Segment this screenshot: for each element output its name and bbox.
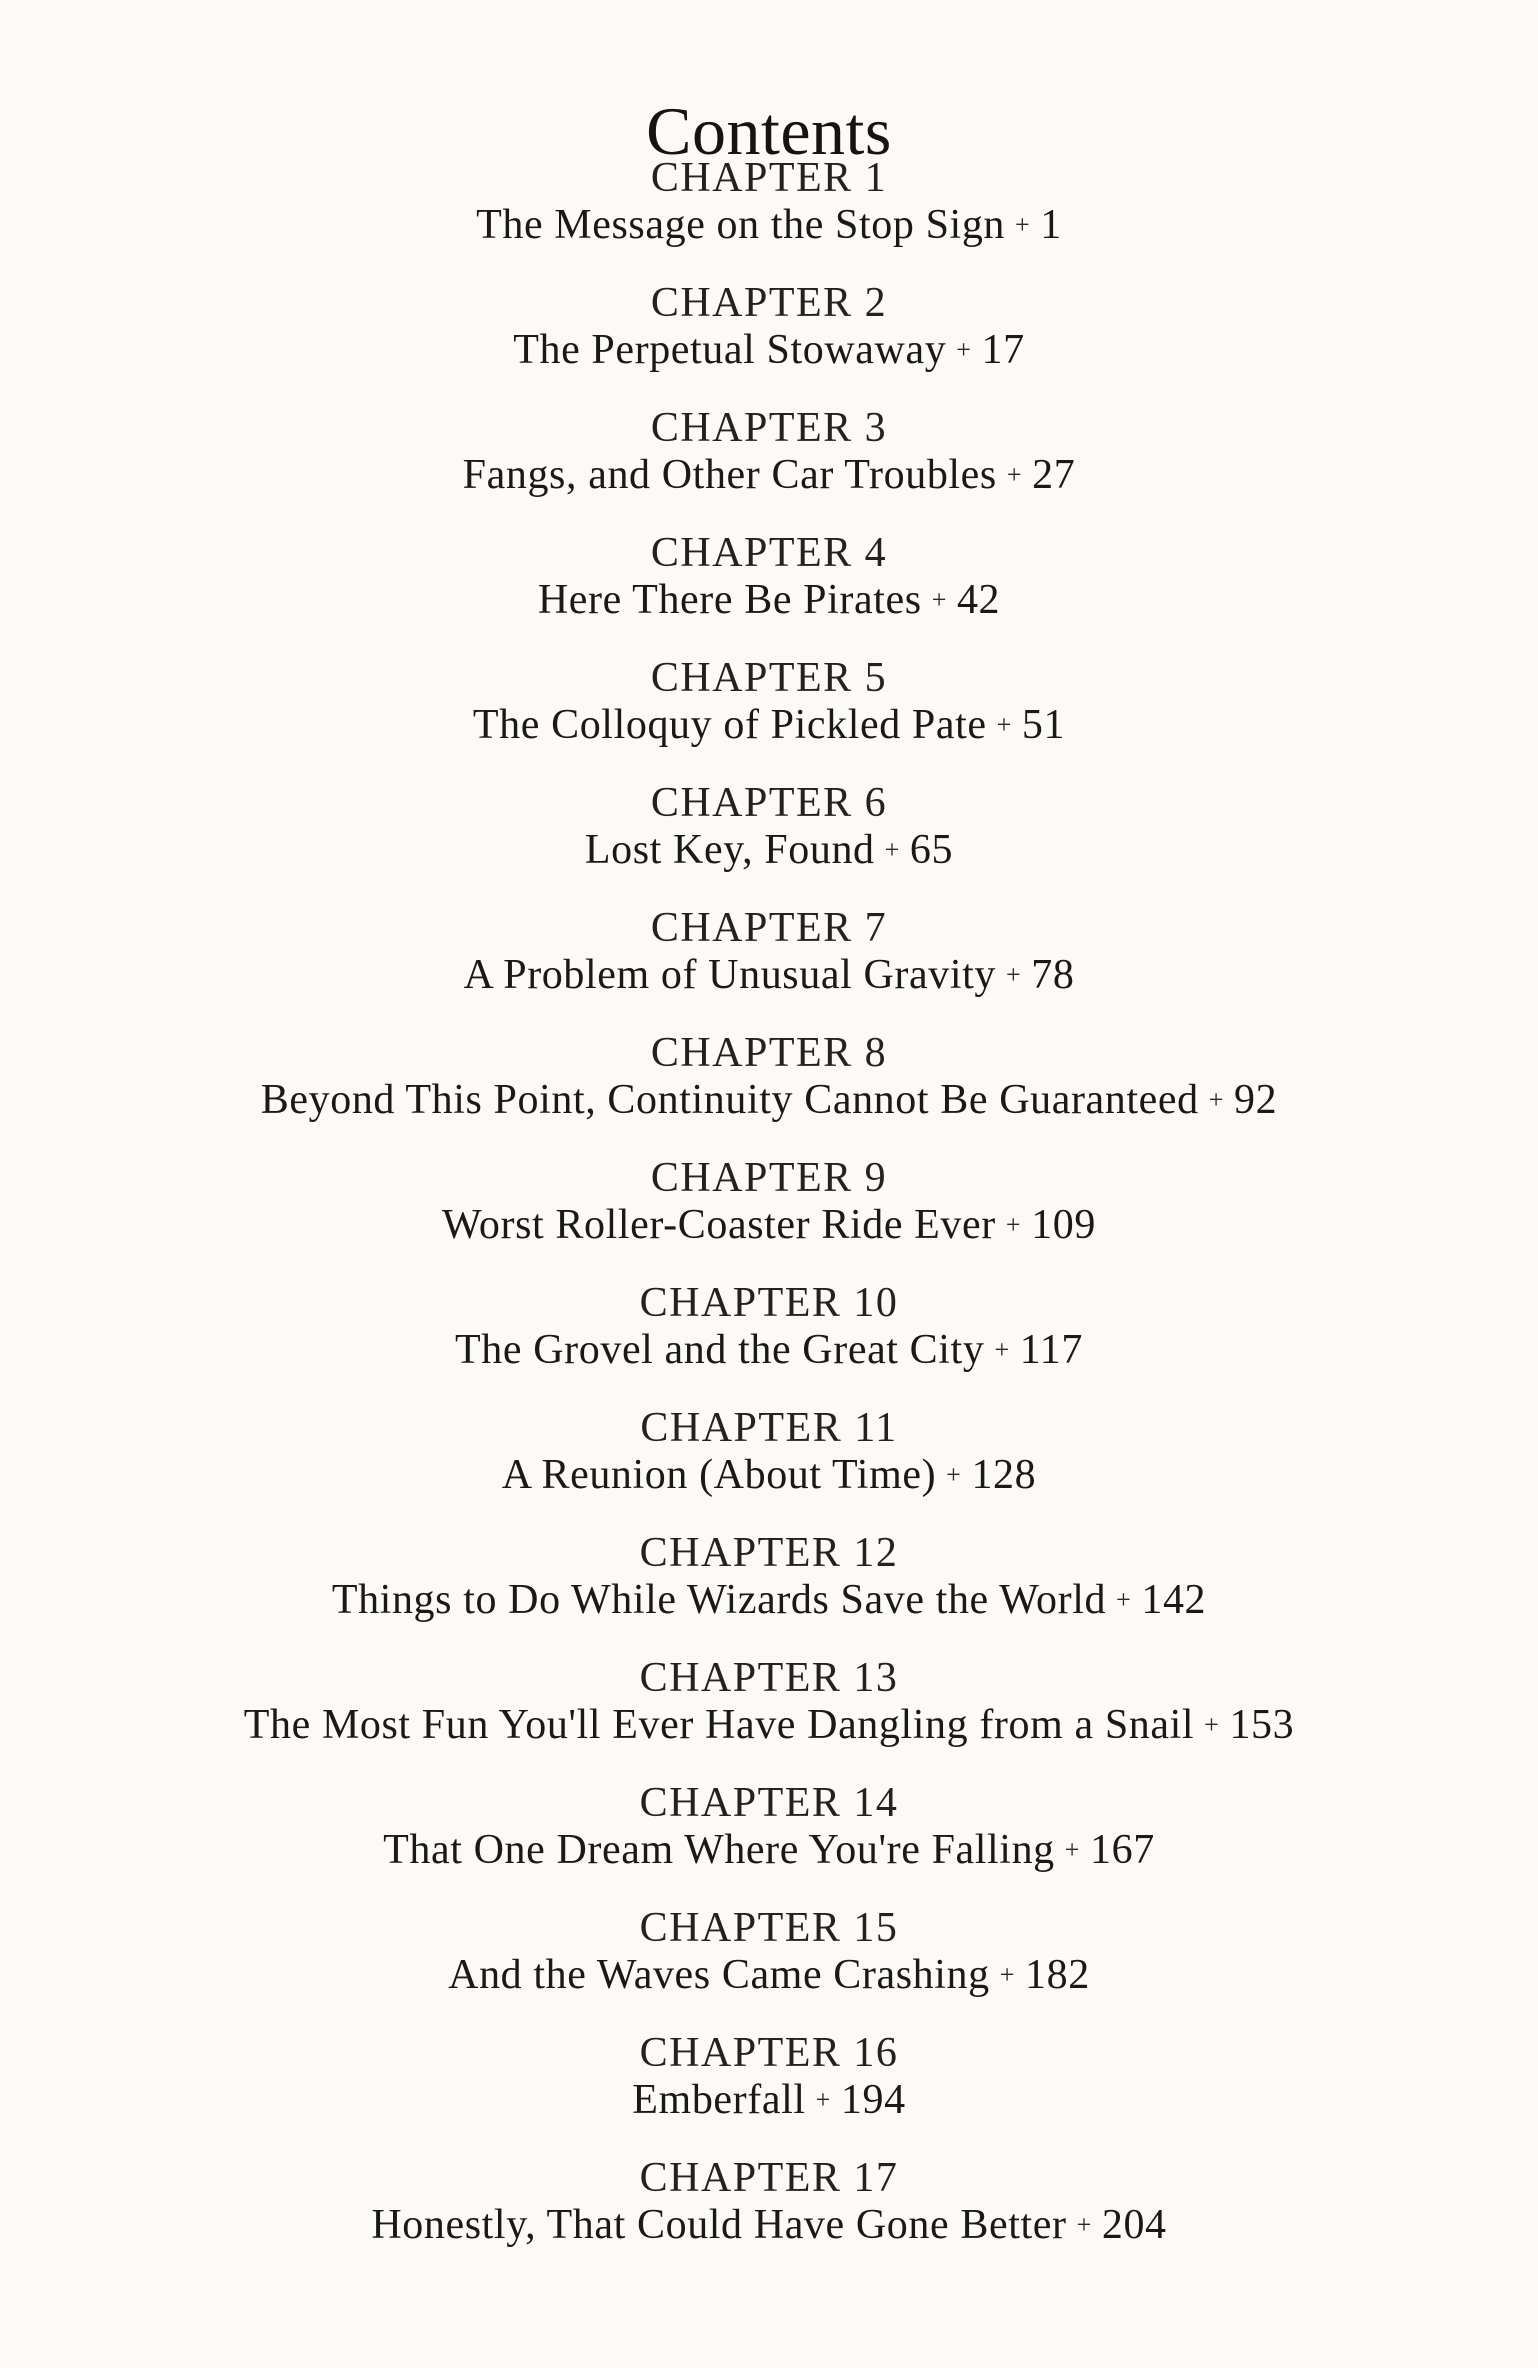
toc-entry [0, 1030, 1538, 1124]
chapter-label: CHAPTER 9 [650, 1155, 888, 1201]
toc-entry [0, 1905, 1538, 1999]
chapter-line [0, 951, 1538, 999]
page-number: 167 [1090, 1827, 1155, 1873]
chapter-title: That One Dream Where You're Falling [383, 1827, 1055, 1873]
separator-icon: + [1064, 1835, 1081, 1864]
separator-icon: + [1116, 1585, 1132, 1614]
chapter-label: CHAPTER 5 [650, 655, 888, 701]
toc-entry [0, 1655, 1538, 1749]
chapter-title: Fangs, and Other Car Troubles [462, 452, 997, 498]
page-number: 204 [1101, 2202, 1167, 2248]
page-number: 109 [1031, 1202, 1096, 1248]
toc-entry [0, 780, 1538, 874]
chapter-title: The Grovel and the Great City [455, 1327, 985, 1373]
separator-icon: + [1005, 960, 1022, 989]
chapter-label: CHAPTER 14 [639, 1780, 899, 1826]
chapter-title: Worst Roller-Coaster Ride Ever [442, 1202, 996, 1248]
chapter-line [0, 701, 1538, 749]
separator-icon: + [946, 1460, 962, 1489]
toc-entry [0, 1405, 1538, 1499]
toc-entry [0, 1530, 1538, 1624]
toc-entry [0, 1780, 1538, 1874]
toc-entry [0, 530, 1538, 624]
chapter-line [0, 326, 1538, 374]
separator-icon: + [884, 835, 900, 864]
separator-icon: + [1208, 1085, 1225, 1114]
toc-entry [0, 905, 1538, 999]
separator-icon: + [1006, 460, 1023, 489]
toc-entry [0, 155, 1538, 249]
toc-entry [0, 2030, 1538, 2124]
chapter-label: CHAPTER 8 [650, 1030, 888, 1076]
chapter-line [0, 2076, 1538, 2124]
chapter-line [0, 1201, 1538, 1249]
chapter-line [0, 1076, 1538, 1124]
page-number: 142 [1141, 1577, 1207, 1623]
toc-entry [0, 2155, 1538, 2249]
page-number: 42 [956, 577, 1001, 623]
page-number: 1 [1040, 202, 1062, 248]
page-number: 117 [1019, 1327, 1083, 1373]
chapter-line [0, 1576, 1538, 1624]
chapter-title: The Most Fun You'll Ever Have Dangling from a Snail [243, 1702, 1195, 1748]
chapter-label: CHAPTER 7 [650, 905, 888, 951]
separator-icon: + [931, 585, 947, 614]
chapter-label: CHAPTER 6 [650, 780, 888, 826]
separator-icon: + [999, 1960, 1016, 1989]
chapter-line [0, 201, 1538, 249]
page-title: Contents [646, 92, 892, 169]
chapter-title: Things to Do While Wizards Save the World [331, 1577, 1107, 1623]
chapter-label: CHAPTER 2 [650, 280, 888, 326]
chapter-line [0, 1701, 1538, 1749]
toc-entry [0, 1155, 1538, 1249]
chapter-title: A Reunion (About Time) [501, 1452, 937, 1498]
chapter-title: And the Waves Came Crashing [448, 1952, 990, 1998]
chapter-title: Beyond This Point, Continuity Cannot Be Guaranteed [260, 1077, 1199, 1123]
chapter-title: Emberfall [632, 2077, 806, 2123]
page-number: 128 [971, 1452, 1037, 1498]
chapter-label: CHAPTER 10 [639, 1280, 899, 1326]
chapter-title: The Colloquy of Pickled Pate [472, 702, 987, 748]
separator-icon: + [996, 710, 1012, 739]
page-number: 194 [840, 2077, 906, 2123]
toc-entry [0, 655, 1538, 749]
separator-icon: + [1076, 2210, 1092, 2239]
page-number: 65 [909, 827, 954, 873]
page-number: 51 [1021, 702, 1066, 748]
chapter-line [0, 451, 1538, 499]
chapter-label: CHAPTER 3 [650, 405, 888, 451]
page-number: 17 [981, 327, 1025, 373]
chapter-line [0, 1826, 1538, 1874]
chapter-line [0, 1951, 1538, 1999]
separator-icon: + [1204, 1710, 1220, 1739]
chapter-line [0, 2201, 1538, 2249]
separator-icon: + [815, 2085, 831, 2114]
separator-icon: + [956, 335, 972, 364]
chapter-label: CHAPTER 12 [639, 1530, 899, 1576]
chapter-line [0, 1326, 1538, 1374]
chapter-label: CHAPTER 15 [639, 1905, 899, 1951]
chapter-title: The Message on the Stop Sign [476, 202, 1006, 248]
chapter-title: Honestly, That Could Have Gone Better [371, 2202, 1067, 2248]
toc-entry [0, 280, 1538, 374]
page-number: 182 [1025, 1952, 1090, 1998]
separator-icon: + [1015, 210, 1031, 239]
page-number: 92 [1234, 1077, 1278, 1123]
chapter-title: The Perpetual Stowaway [513, 327, 947, 373]
chapter-label: CHAPTER 1 [650, 155, 888, 201]
chapter-label: CHAPTER 13 [639, 1655, 899, 1701]
separator-icon: + [994, 1335, 1010, 1364]
chapter-label: CHAPTER 16 [639, 2030, 899, 2076]
toc-entry [0, 405, 1538, 499]
page-number: 78 [1031, 952, 1075, 998]
chapter-label: CHAPTER 4 [650, 530, 888, 576]
chapter-title: Lost Key, Found [584, 827, 875, 873]
chapter-label: CHAPTER 17 [639, 2155, 899, 2201]
page-number: 27 [1032, 452, 1076, 498]
chapter-title: A Problem of Unusual Gravity [463, 952, 996, 998]
chapter-line [0, 1451, 1538, 1499]
separator-icon: + [1005, 1210, 1022, 1239]
toc-entry [0, 1280, 1538, 1374]
chapter-title: Here There Be Pirates [537, 577, 922, 623]
chapter-line [0, 576, 1538, 624]
chapter-label: CHAPTER 11 [640, 1405, 898, 1451]
page-number: 153 [1229, 1702, 1295, 1748]
chapter-line [0, 826, 1538, 874]
